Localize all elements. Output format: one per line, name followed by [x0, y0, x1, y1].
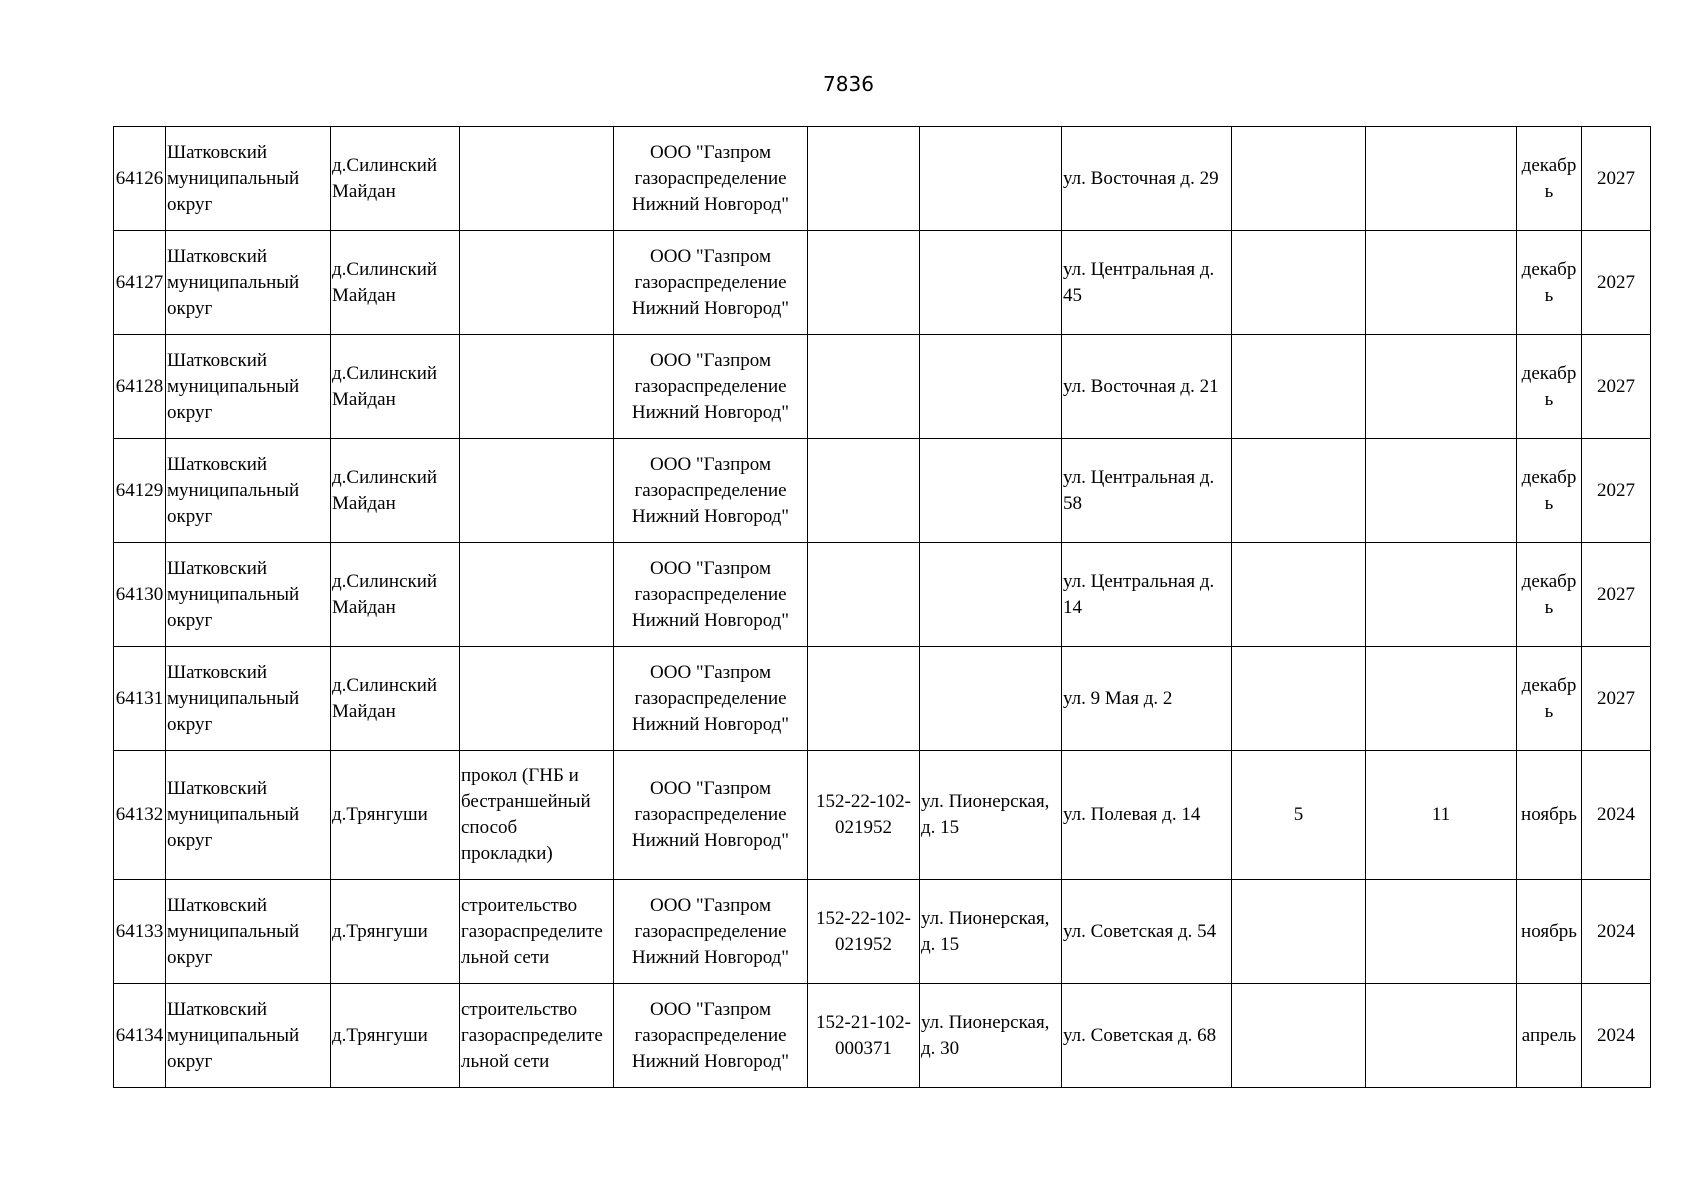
settlement-cell: д.Силинский Майдан [331, 335, 460, 439]
settlement-cell: д.Силинский Майдан [331, 647, 460, 751]
organization-cell: ООО "Газпром газораспределение Нижний Новгород" [614, 647, 808, 751]
month-cell: декабрь [1517, 647, 1582, 751]
year-cell: 2027 [1582, 335, 1651, 439]
district-cell: Шатковский муниципальный округ [166, 231, 331, 335]
value-cell-b [1366, 647, 1517, 751]
row-number: 64128 [114, 335, 166, 439]
district-cell: Шатковский муниципальный округ [166, 984, 331, 1088]
district-cell: Шатковский муниципальный округ [166, 880, 331, 984]
value-cell-a [1232, 647, 1366, 751]
value-cell-b [1366, 543, 1517, 647]
work-type-cell [460, 127, 614, 231]
work-type-cell: строительство газораспределительной сети [460, 880, 614, 984]
value-cell-a [1232, 127, 1366, 231]
row-number: 64130 [114, 543, 166, 647]
organization-cell: ООО "Газпром газораспределение Нижний Новгород" [614, 231, 808, 335]
value-cell-a [1232, 439, 1366, 543]
code-cell [808, 231, 920, 335]
work-type-cell: строительство газораспределительной сети [460, 984, 614, 1088]
value-cell-b [1366, 127, 1517, 231]
value-cell-b [1366, 439, 1517, 543]
row-number: 64127 [114, 231, 166, 335]
year-cell: 2024 [1582, 880, 1651, 984]
year-cell: 2027 [1582, 439, 1651, 543]
work-type-cell [460, 231, 614, 335]
value-cell-b [1366, 984, 1517, 1088]
settlement-cell: д.Трянгуши [331, 880, 460, 984]
value-cell-b: 11 [1366, 751, 1517, 880]
row-number: 64131 [114, 647, 166, 751]
value-cell-b [1366, 231, 1517, 335]
register-table [113, 126, 1651, 1088]
district-cell: Шатковский муниципальный округ [166, 439, 331, 543]
district-cell: Шатковский муниципальный округ [166, 647, 331, 751]
code-cell [808, 543, 920, 647]
district-cell: Шатковский муниципальный округ [166, 335, 331, 439]
work-type-cell: прокол (ГНБ и бестраншейный способ прокладки) [460, 751, 614, 880]
source-address-cell [920, 647, 1062, 751]
address-cell: ул. Советская д. 54 [1062, 880, 1232, 984]
address-cell: ул. 9 Мая д. 2 [1062, 647, 1232, 751]
code-cell [808, 335, 920, 439]
district-cell: Шатковский муниципальный округ [166, 543, 331, 647]
month-cell: декабрь [1517, 439, 1582, 543]
organization-cell: ООО "Газпром газораспределение Нижний Новгород" [614, 127, 808, 231]
code-cell [808, 127, 920, 231]
year-cell: 2027 [1582, 647, 1651, 751]
table-row [114, 984, 1651, 1088]
row-number: 64129 [114, 439, 166, 543]
value-cell-b [1366, 880, 1517, 984]
settlement-cell: д.Силинский Майдан [331, 127, 460, 231]
address-cell: ул. Центральная д. 45 [1062, 231, 1232, 335]
work-type-cell [460, 335, 614, 439]
organization-cell: ООО "Газпром газораспределение Нижний Новгород" [614, 880, 808, 984]
source-address-cell [920, 439, 1062, 543]
year-cell: 2027 [1582, 231, 1651, 335]
table-row [114, 751, 1651, 880]
row-number: 64133 [114, 880, 166, 984]
address-cell: ул. Восточная д. 21 [1062, 335, 1232, 439]
table-row [114, 127, 1651, 231]
address-cell: ул. Советская д. 68 [1062, 984, 1232, 1088]
value-cell-a [1232, 231, 1366, 335]
month-cell: ноябрь [1517, 880, 1582, 984]
month-cell: декабрь [1517, 543, 1582, 647]
source-address-cell: ул. Пионерская, д. 15 [920, 751, 1062, 880]
month-cell: декабрь [1517, 231, 1582, 335]
settlement-cell: д.Силинский Майдан [331, 231, 460, 335]
table-row [114, 335, 1651, 439]
settlement-cell: д.Трянгуши [331, 984, 460, 1088]
code-cell [808, 439, 920, 543]
value-cell-a: 5 [1232, 751, 1366, 880]
month-cell: декабрь [1517, 335, 1582, 439]
value-cell-a [1232, 984, 1366, 1088]
source-address-cell [920, 543, 1062, 647]
district-cell: Шатковский муниципальный округ [166, 751, 331, 880]
row-number: 64126 [114, 127, 166, 231]
year-cell: 2024 [1582, 751, 1651, 880]
month-cell: декабрь [1517, 127, 1582, 231]
source-address-cell: ул. Пионерская, д. 30 [920, 984, 1062, 1088]
source-address-cell: ул. Пионерская, д. 15 [920, 880, 1062, 984]
code-cell: 152-22-102-021952 [808, 880, 920, 984]
settlement-cell: д.Силинский Майдан [331, 439, 460, 543]
organization-cell: ООО "Газпром газораспределение Нижний Новгород" [614, 335, 808, 439]
organization-cell: ООО "Газпром газораспределение Нижний Новгород" [614, 543, 808, 647]
year-cell: 2027 [1582, 543, 1651, 647]
code-cell: 152-21-102-000371 [808, 984, 920, 1088]
table-row [114, 880, 1651, 984]
value-cell-a [1232, 543, 1366, 647]
month-cell: ноябрь [1517, 751, 1582, 880]
table-row [114, 647, 1651, 751]
source-address-cell [920, 335, 1062, 439]
address-cell: ул. Восточная д. 29 [1062, 127, 1232, 231]
year-cell: 2024 [1582, 984, 1651, 1088]
row-number: 64132 [114, 751, 166, 880]
organization-cell: ООО "Газпром газораспределение Нижний Новгород" [614, 439, 808, 543]
organization-cell: ООО "Газпром газораспределение Нижний Новгород" [614, 751, 808, 880]
source-address-cell [920, 231, 1062, 335]
month-cell: апрель [1517, 984, 1582, 1088]
value-cell-a [1232, 335, 1366, 439]
work-type-cell [460, 439, 614, 543]
address-cell: ул. Полевая д. 14 [1062, 751, 1232, 880]
value-cell-b [1366, 335, 1517, 439]
page-number: 7836 [823, 72, 874, 96]
work-type-cell [460, 543, 614, 647]
settlement-cell: д.Трянгуши [331, 751, 460, 880]
code-cell [808, 647, 920, 751]
row-number: 64134 [114, 984, 166, 1088]
address-cell: ул. Центральная д. 14 [1062, 543, 1232, 647]
value-cell-a [1232, 880, 1366, 984]
work-type-cell [460, 647, 614, 751]
district-cell: Шатковский муниципальный округ [166, 127, 331, 231]
table-row [114, 543, 1651, 647]
organization-cell: ООО "Газпром газораспределение Нижний Новгород" [614, 984, 808, 1088]
settlement-cell: д.Силинский Майдан [331, 543, 460, 647]
table-row [114, 439, 1651, 543]
year-cell: 2027 [1582, 127, 1651, 231]
table-row [114, 231, 1651, 335]
address-cell: ул. Центральная д. 58 [1062, 439, 1232, 543]
code-cell: 152-22-102-021952 [808, 751, 920, 880]
source-address-cell [920, 127, 1062, 231]
